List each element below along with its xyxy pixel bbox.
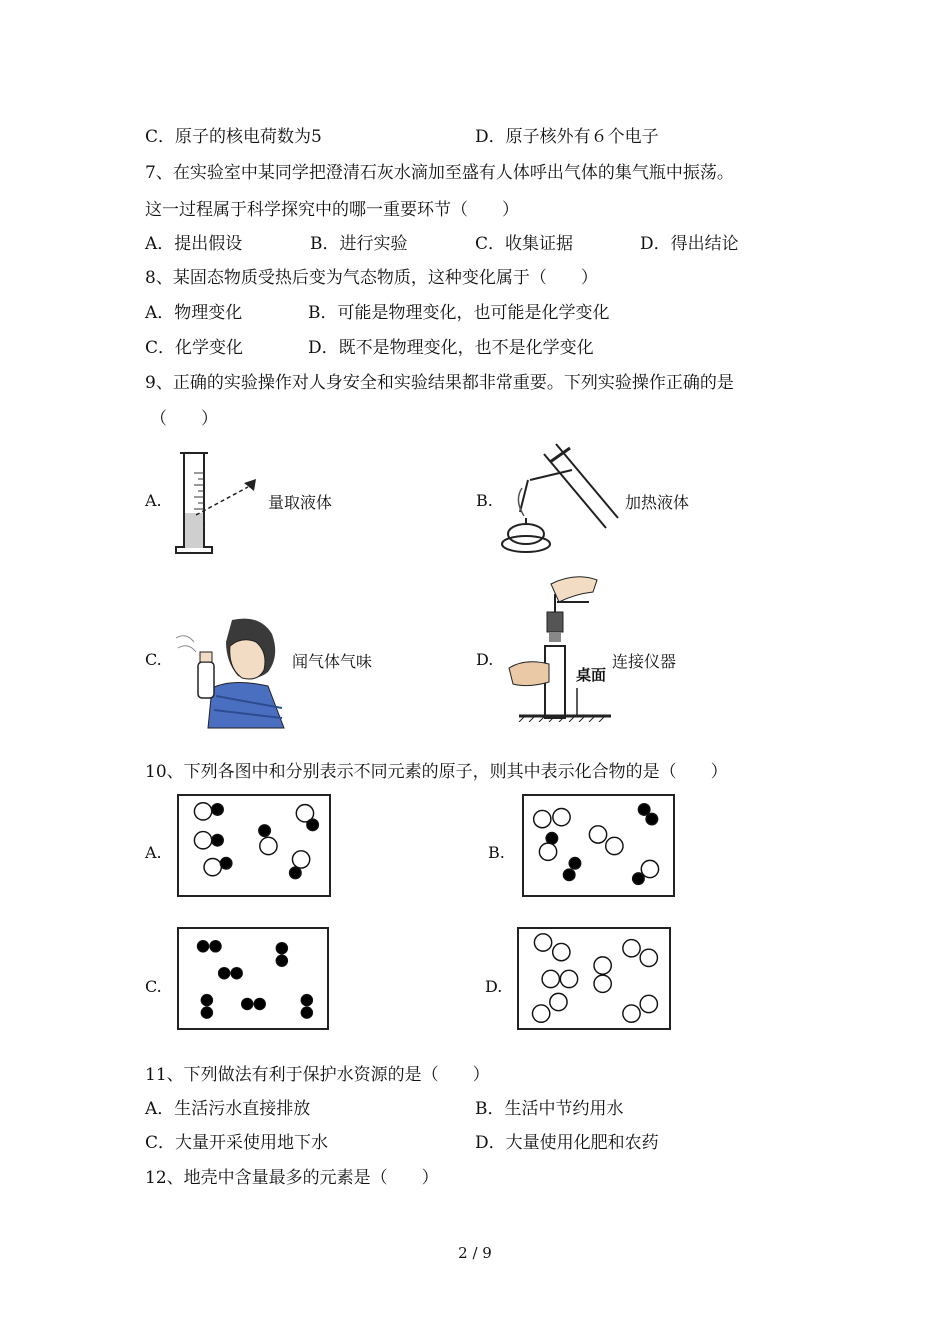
q10-box-d <box>517 927 671 1030</box>
q11-option-c: C．大量开采使用地下水 <box>145 1133 329 1153</box>
q10-option-a-letter: A. <box>145 843 162 862</box>
q10-option-b-letter: B. <box>488 843 505 862</box>
q7-stem-line2: 这一过程属于科学探究中的哪一重要环节（ ） <box>145 200 519 220</box>
q8-option-d: D．既不是物理变化，也不是化学变化 <box>308 338 594 358</box>
graduated-cylinder-figure <box>170 445 270 560</box>
q9-option-d-letter: D. <box>476 650 494 669</box>
q8-option-a: A．物理变化 <box>145 303 243 323</box>
q6-option-c: C．原子的核电荷数为5 <box>145 127 322 147</box>
desk-label: 桌面 <box>576 666 607 684</box>
q10-box-c <box>177 927 329 1030</box>
page-number: 2 / 9 <box>458 1244 492 1262</box>
smelling-gas-figure <box>172 612 290 730</box>
q7-stem-line1: 7、在实验室中某同学把澄清石灰水滴加至盛有人体呼出气体的集气瓶中振荡。 <box>145 163 734 183</box>
q11-option-b: B．生活中节约用水 <box>475 1099 624 1119</box>
q9-option-c-caption: 闻气体气味 <box>292 652 373 671</box>
q11-option-d: D．大量使用化肥和农药 <box>475 1133 659 1153</box>
q9-option-b-caption: 加热液体 <box>625 493 690 512</box>
q9-option-d-caption: 连接仪器 <box>612 652 677 671</box>
q10-stem: 10、下列各图中和分别表示不同元素的原子，则其中表示化合物的是（ ） <box>145 762 728 782</box>
q8-option-c: C．化学变化 <box>145 338 244 358</box>
q10-option-c-letter: C. <box>145 977 162 996</box>
q12-stem: 12、地壳中含量最多的元素是（ ） <box>145 1168 439 1188</box>
q11-option-a: A．生活污水直接排放 <box>145 1099 311 1119</box>
q7-option-b: B．进行实验 <box>310 234 408 254</box>
q10-box-a <box>177 794 331 897</box>
q8-stem: 8、某固态物质受热后变为气态物质，这种变化属于（ ） <box>145 268 598 288</box>
connecting-apparatus-figure <box>505 572 615 722</box>
q8-option-b: B．可能是物理变化，也可能是化学变化 <box>308 303 610 323</box>
q9-stem-line1: 9、正确的实验操作对人身安全和实验结果都非常重要。下列实验操作正确的是 <box>145 373 734 393</box>
q9-option-a-caption: 量取液体 <box>268 493 333 512</box>
q9-option-b-letter: B. <box>476 491 493 510</box>
q7-option-a: A．提出假设 <box>145 234 243 254</box>
q10-box-b <box>522 794 675 897</box>
q6-option-d: D．原子核外有６个电子 <box>475 127 659 147</box>
q7-option-d: D．得出结论 <box>640 234 739 254</box>
q9-stem-line2: （ ） <box>150 409 218 429</box>
q9-option-a-letter: A. <box>145 491 162 510</box>
heating-liquid-figure <box>500 440 625 560</box>
q7-option-c: C．收集证据 <box>475 234 574 254</box>
q10-option-d-letter: D. <box>485 977 503 996</box>
q11-stem: 11、下列做法有利于保护水资源的是（ ） <box>145 1065 490 1085</box>
q9-option-c-letter: C. <box>145 650 162 669</box>
